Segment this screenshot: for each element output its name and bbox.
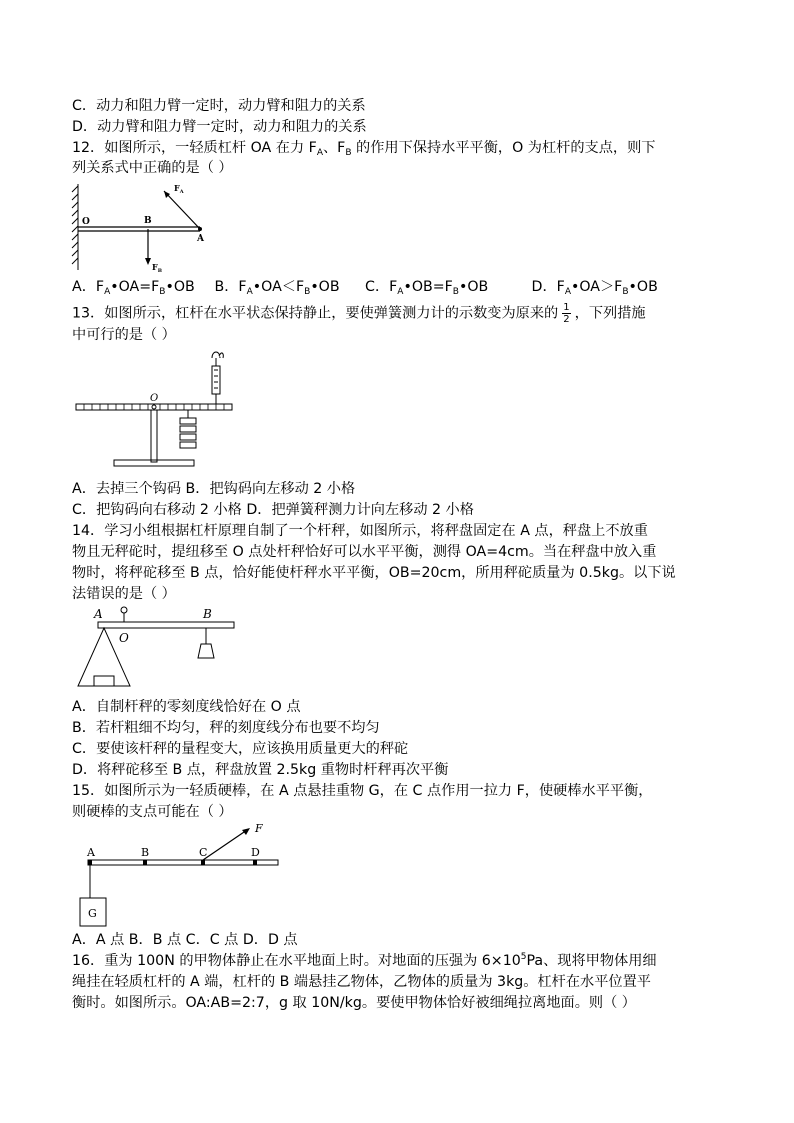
q13-stem-line-2: 中可行的是（ ）: [72, 327, 176, 343]
q12-option-b[interactable]: B．$F_A•OA<F_B•OB$: [214, 279, 340, 297]
label-a: A: [197, 234, 204, 244]
q15-options[interactable]: A．A 点 B．B 点 C．C 点 D．D 点: [72, 932, 298, 948]
q15-rod-figure: [72, 820, 284, 932]
q11-option-c[interactable]: C．动力和阻力臂一定时，动力臂和阻力的关系: [72, 98, 366, 114]
label-f: F: [255, 822, 263, 835]
label-a: A: [87, 846, 95, 859]
label-d: D: [251, 846, 260, 859]
q16-stem-line-3: 衡时。如图所示。OA:AB=2:7，g 取 10N/kg。要使甲物体恰好被细绳拉离地面。则（ ）: [72, 995, 636, 1011]
q14-option-a[interactable]: A．自制杆秤的零刻度线恰好在 O 点: [72, 699, 301, 715]
force-fa-arrow: [164, 191, 200, 229]
q12-option-c[interactable]: C．$F_A•OB=F_B•OB$: [365, 279, 489, 297]
fraction-one-half: $\frac{1}{2}$: [563, 302, 570, 325]
q15-stem-line-2: 则硬棒的支点可能在（ ）: [72, 804, 233, 820]
q13-lever-figure: [72, 344, 242, 472]
label-o: O: [150, 393, 159, 404]
label-g: G: [88, 907, 97, 920]
q14-option-b[interactable]: B．若杆粗细不均匀，秤的刻度线分布也要不均匀: [72, 720, 380, 736]
label-b: B: [203, 607, 212, 621]
q12-lever-figure: [68, 178, 218, 274]
label-fb: $F_B$: [152, 262, 162, 274]
q14-option-c[interactable]: C．要使该杆秤的量程变大，应该换用质量更大的秤砣: [72, 741, 409, 757]
label-o: O: [119, 631, 129, 645]
steelyard-beam: [98, 622, 234, 628]
q12-option-d[interactable]: D．$F_A•OA>F_B•OB$: [531, 279, 658, 297]
q14-option-d[interactable]: D．将秤砣移至 B 点，秤盘放置 2.5kg 重物时杆秤再次平衡: [72, 762, 449, 778]
q12-stem-line-1: 12．如图所示，一轻质杠杆 OA 在力 $F_A$、$F_B$ 的作用下保持水平平衡，O 为杠杆的支点，则下: [72, 140, 656, 158]
q11-option-d[interactable]: D．动力臂和阻力臂一定时，动力和阻力的关系: [72, 119, 367, 135]
q12-option-a[interactable]: A．$F_A•OA=F_B•OB$: [72, 279, 195, 297]
q16-stem-line-2: 绳挂在轻质杠杆的 A 端，杠杆的 B 端悬挂乙物体，乙物体的质量为 3kg。杠杆在水平位置平: [72, 974, 651, 990]
q12-options: [72, 277, 658, 297]
q16-stem-line-1: 16．重为 100N 的甲物体静止在水平地面上时。对地面的压强为 $6\times 10^5Pa$、现将甲物体用细: [72, 952, 657, 969]
q14-stem-line-4: 法错误的是（ ）: [72, 586, 176, 602]
wall-hatch: [72, 184, 78, 270]
q12-stem-line-2: 列关系式中正确的是（ ）: [72, 160, 233, 176]
q14-steelyard-figure: [72, 602, 240, 694]
lift-knob: [121, 607, 127, 613]
rigid-rod: [88, 860, 278, 865]
q14-stem-line-2: 物且无秤砣时，提纽移至 O 点处杆秤恰好可以水平平衡，测得 OA=4cm。当在秤盘中放入重: [72, 544, 657, 560]
label-fa: $F_A$: [174, 183, 184, 195]
sliding-weight: [198, 628, 214, 658]
hooked-weights: [180, 410, 196, 448]
q14-stem-line-1: 14．学习小组根据杠杆原理自制了一个杆秤，如图所示，将秤盘固定在 A 点，秤盘上不放重: [72, 523, 648, 539]
label-o: O: [82, 217, 90, 227]
force-f-arrow: [203, 830, 247, 860]
label-b: B: [144, 216, 152, 226]
q13-stem-line-1: 13．如图所示，杠杆在水平状态保持静止，要使弹簧测力计的示数变为原来的 $\frac{1}{2}$ ，下列措施: [72, 302, 646, 325]
label-a: A: [94, 607, 103, 621]
spring-scale: [212, 352, 223, 404]
q14-stem-line-3: 物时，将秤砣移至 B 点，恰好能使杆秤水平平衡，OB=20cm，所用秤砣质量为 0.5kg。以下说: [72, 565, 676, 581]
q15-stem-line-1: 15．如图所示为一轻质硬棒，在 A 点悬挂重物 G，在 C 点作用一拉力 F，使硬棒水平平衡，: [72, 783, 653, 799]
q13-options-cd[interactable]: C．把钩码向右移动 2 小格 D．把弹簧秤测力计向左移动 2 小格: [72, 502, 474, 518]
q13-options-ab[interactable]: A．去掉三个钩码 B．把钩码向左移动 2 小格: [72, 481, 356, 497]
label-b: B: [141, 846, 150, 859]
label-c: C: [199, 846, 208, 859]
